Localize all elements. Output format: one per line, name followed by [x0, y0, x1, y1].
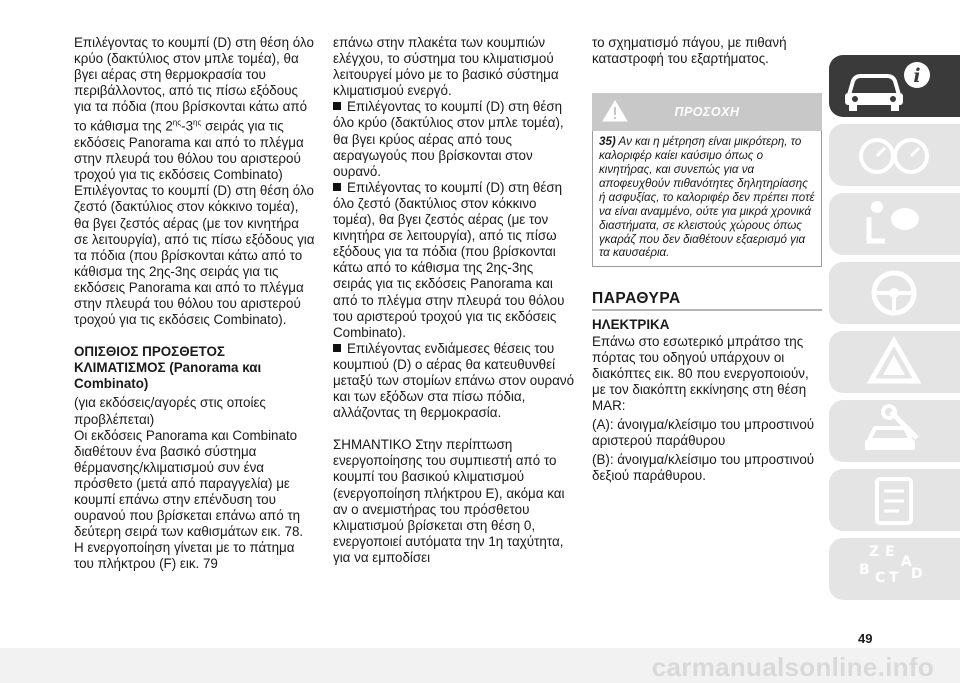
watermark: carmanualsonline.info [651, 652, 934, 682]
tab-dashboard[interactable] [829, 124, 960, 186]
tab-starting[interactable] [829, 262, 960, 324]
bullet-square-icon [333, 102, 341, 110]
tab-specs[interactable] [829, 469, 960, 531]
paragraph-rear-ac-intro: Οι εκδόσεις Panorama και Combinato διαθέτουν ένα βασικό σύστημα θέρμανσης/κλιματισμού συν ένα πρόσθετο (μετά από παραγγελία) με κουμπί επάνω στην επένδυση του ουρανού που βρίσκεται επάνω από τη δεύτερη σειρά των καθισμάτων εικ. 78. Η ενεργοποίηση γίνεται με το πάτημα του πλήκτρου (F) εικ. 79 [74, 427, 304, 572]
section-heading-rear-ac: ΟΠΙΣΘΙΟΣ ΠΡΟΣΘΕΤΟΣ ΚΛΙΜΑΤΙΣΜΟΣ (Panorama και Combinato) [74, 344, 262, 392]
wrench-car-icon [829, 400, 960, 462]
bullet-square-icon [333, 344, 341, 352]
tab-car-info[interactable] [829, 55, 960, 117]
steering-wheel-icon [829, 262, 960, 324]
specs-icon [829, 469, 960, 531]
svg-text:i: i [913, 65, 921, 87]
warning-title: ΠΡΟΣΟΧΗ [674, 105, 740, 120]
paragraph-ice: το σχηματισμό πάγου, με πιθανή καταστροφή του εξαρτήματος. [592, 35, 787, 67]
warning-number: 35) [599, 135, 616, 149]
bullet-cold: Επιλέγοντας το κουμπί (D) στη θέση όλο κρύο (δακτύλιος στον μπλε τομέα), θα βγει κρύος αέρας από τους αεραγωγούς που βρίσκονται στον ουρανό. [333, 99, 564, 179]
paragraph-cold-rear: Επιλέγοντας το κουμπί (D) στη θέση όλο κρύο (δακτύλιος στον μπλε τομέα), θα βγει αέρας στη θερμοκρασία του περιβάλλοντος, από τις πίσω εξόδους για τα πόδια (που βρίσκονται κάτω από το κάθισμα της $2^{\eta\varsigma}-3^{\eta\varsigma}$ σειράς για τις εκδόσεις Panorama και από το πλέγμα στην πλευρά του θόλου του αριστερού τροχού για τις εκδόσεις Combinato) [74, 35, 314, 183]
index-letter: A [901, 554, 912, 570]
svg-text:ZEABCTD [859, 544, 923, 586]
item-a: (A): άνοιγμα/κλείσιμο του μπροστινού αριστερού παράθυρου [592, 417, 815, 449]
availability-note: (για εκδόσεις/αγορές στις οποίες προβλέπεται) [74, 395, 266, 427]
subheading-electric: ΗΛΕΚΤΡΙΚΑ [592, 317, 670, 333]
chapter-tab-sidebar [829, 0, 960, 620]
column-1 [74, 35, 316, 572]
bullet-hot: Επιλέγοντας το κουμπί (D) στη θέση όλο ζεστό (δακτύλιος στον κόκκινο τομέα), θα βγει ζεστός αέρας (με τον κινητήρα σε λειτουργία), από τις πίσω εξόδους για τα πόδια (που βρίσκονται κάτω από το κάθισμα της 2ης-3ης σειράς για τις εκδόσεις Panorama και από το πλέγμα στην πλευρά του θόλου του αριστερού τροχού για τις εκδόσεις Combinato). [333, 179, 565, 340]
index-letter: C [875, 570, 886, 586]
tab-safety[interactable] [829, 193, 960, 255]
index-letters-icon [829, 538, 960, 600]
paragraph-switches: Επάνω στο εσωτερικό μπράτσο της πόρτας του οδηγού υπάρχουν οι διακόπτες εικ. 80 που ενεργοποιούν, με τον διακόπτη εκκίνησης στη θέση MAR: [592, 333, 809, 413]
page-number: 49 [858, 631, 873, 646]
index-letter: E [885, 544, 895, 560]
airbag-icon [829, 193, 960, 255]
paragraph-hot-rear: Επιλέγοντας το κουμπί (D) στη θέση όλο ζεστό (δακτύλιος στον κόκκινο τομέα), θα βγει ζεστός αέρας (με τον κινητήρα σε λειτουργία), από τις πίσω εξόδους για τα πόδια (που βρίσκονται κάτω από το κάθισμα της 2ης-3ης σειράς για τις εκδόσεις Panorama και από το πλέγμα στην πλευρά του θόλου του αριστερού τροχού για τις εκδόσεις Combinato). [74, 183, 315, 328]
dashboard-icon [829, 124, 960, 186]
tab-maintenance[interactable] [829, 400, 960, 462]
index-letter: D [911, 566, 923, 582]
index-letter: T [889, 570, 899, 586]
column-2 [333, 35, 575, 566]
warning-body [592, 131, 822, 267]
paragraph-continuation: επάνω στην πλακέτα των κουμπιών ελέγχου, το σύστημα του κλιματισμού λειτουργεί μόνο με το βασικό σύστημα κλιματισμού ενεργό. [333, 35, 559, 99]
tab-emergency[interactable] [829, 331, 960, 393]
tab-index[interactable] [829, 538, 960, 600]
bullet-intermediate: Επιλέγοντας ενδιάμεσες θέσεις του κουμπιού (D) ο αέρας θα κατευθυνθεί μεταξύ των στομίων επάνω στον ουρανό και των εξόδων στα πίσω πόδια, αλλάζοντας τη θερμοκρασία. [333, 340, 575, 421]
bullet-square-icon [333, 183, 341, 191]
section-title-windows: ΠΑΡΑΘΥΡΑ [592, 291, 822, 311]
warning-text: Αν και η μέτρηση είναι μικρότερη, το καλοριφέρ καίει καύσιμο όπως ο κινητήρας, και συνεπώς για να αποφευχθούν πιθανότητες δηλητηρίασης ή ασφυξίας, το καλοριφέρ δεν πρέπει ποτέ να είναι αναμμένο, ούτε για μικρά χρονικά διαστήματα, σε κλειστούς χώρους όπως γκαράζ που δεν διαθέτουν εξαερισμό για τα καυσαέρια. [599, 135, 815, 260]
car-info-icon [829, 55, 960, 117]
index-letter: Z [869, 544, 880, 560]
index-letter: B [859, 562, 870, 578]
column-3 [592, 35, 822, 484]
warning-header [592, 93, 822, 131]
item-b: (B): άνοιγμα/κλείσιμο του μπροστινού δεξιού παράθυρου. [592, 452, 815, 484]
warning-triangle-icon [829, 331, 960, 393]
paragraph-important: ΣΗΜΑΝΤΙΚΟ Στην περίπτωση ενεργοποίησης του συμπιεστή από το κουμπί του βασικού κλιματισμού (ενεργοποίηση πλήκτρου E), ακόμα και αν ο ανεμιστήρας του πρόσθετου κλιματισμού βρίσκεται στη θέση 0, ενεργοποιεί αυτόματα την 1η ταχύτητα, για να εμποδίσει [333, 437, 565, 565]
